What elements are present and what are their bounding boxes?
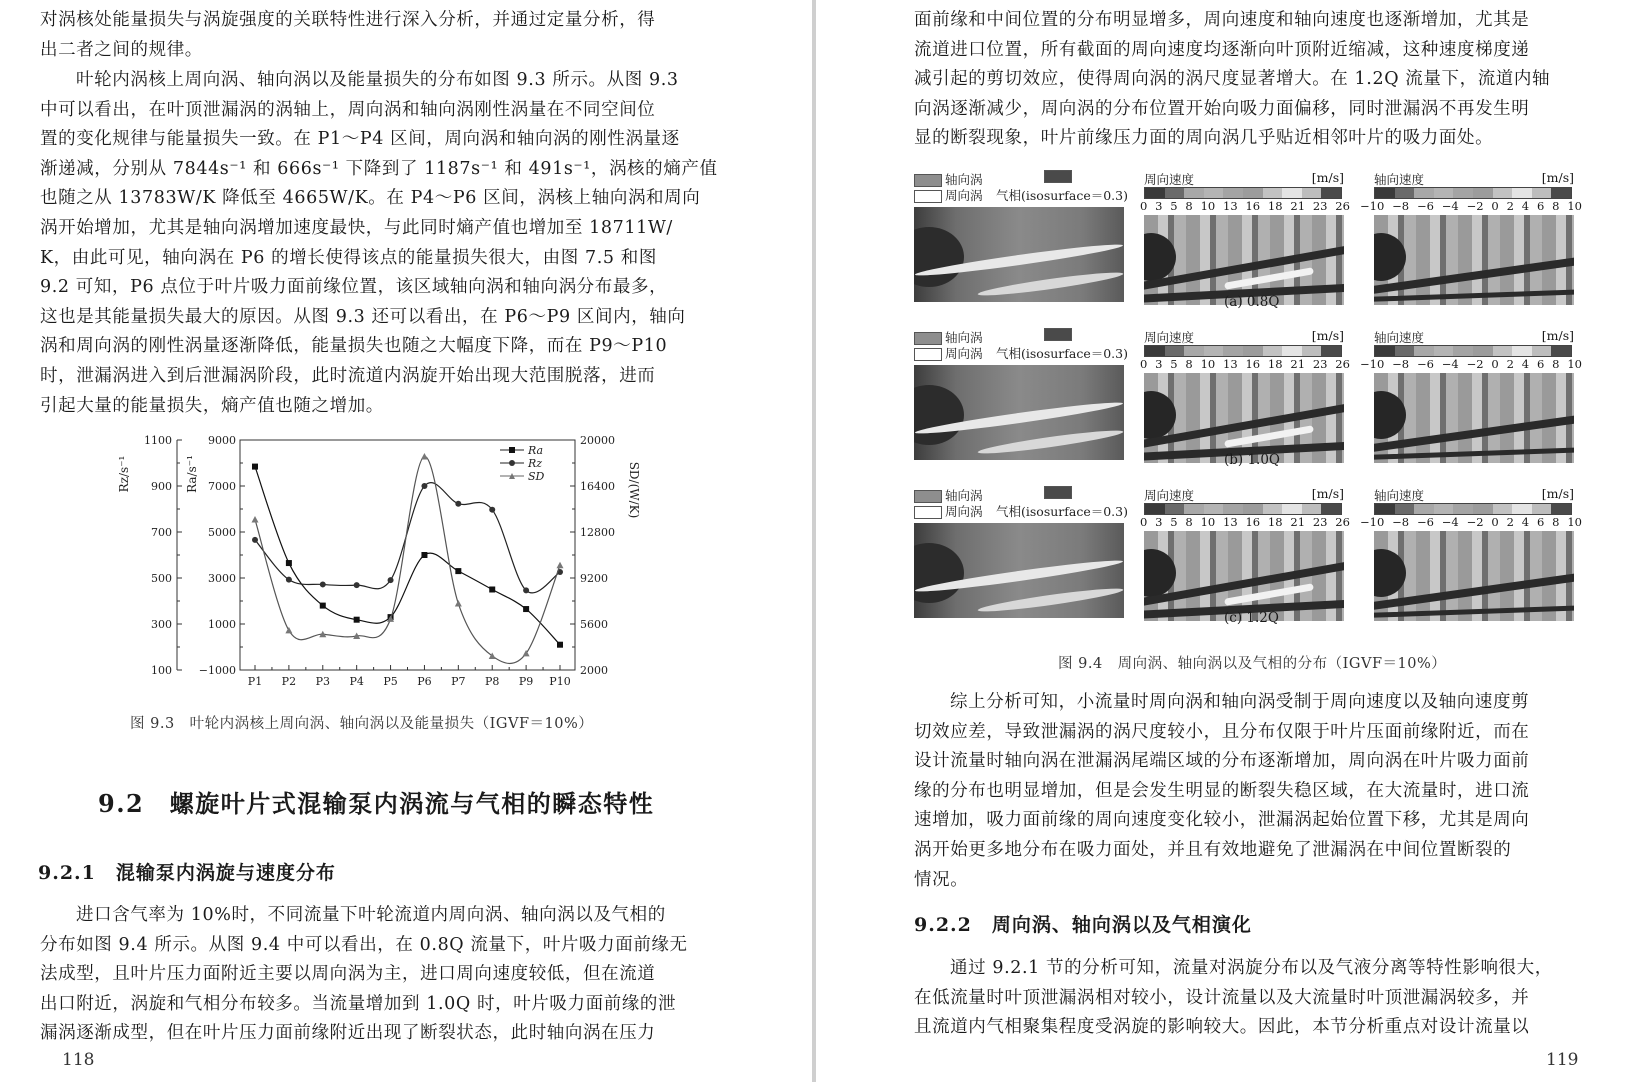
left-paragraph-3 bbox=[40, 901, 730, 1049]
colorbar-tick: −8 bbox=[1392, 199, 1410, 213]
figure-9-4-row bbox=[914, 170, 1614, 320]
section-9-2-2-heading: 9.2.2 周向涡、轴向涡以及气相演化 bbox=[914, 914, 1252, 936]
x-axis-ticks bbox=[248, 665, 571, 688]
section-9-2-1-heading: 9.2.1 混输泵内涡旋与速度分布 bbox=[38, 862, 336, 884]
y-axis-rz-ticks bbox=[144, 434, 182, 677]
svg-text:900: 900 bbox=[151, 480, 172, 493]
text-line: 法成型，且叶片压力面附近主要以周向涡为主，进口周向速度较低，但在流道 bbox=[40, 964, 656, 985]
colorbar bbox=[1144, 503, 1342, 515]
colorbar-tick: −8 bbox=[1392, 357, 1410, 371]
legend-label: 气相(isosurface＝0.3) bbox=[996, 504, 1128, 519]
svg-text:P6: P6 bbox=[417, 675, 432, 688]
subfigure-label: (a) 0.8Q bbox=[1224, 294, 1280, 310]
text-line: 显的断裂现象，叶片前缘压力面的周向涡几乎贴近相邻叶片的吸力面处。 bbox=[914, 128, 1494, 149]
colorbar-tick: 0 bbox=[1491, 199, 1499, 213]
vortex-isosurface-image bbox=[914, 365, 1124, 460]
colorbar-tick: 0 bbox=[1140, 515, 1148, 529]
colorbar-ticks bbox=[1140, 199, 1350, 213]
colorbar-tick: 21 bbox=[1290, 515, 1306, 529]
text-line: 设计流量时轴向涡在泄漏涡尾端区域的分布逐渐增加，周向涡在叶片吸力面前 bbox=[914, 751, 1530, 772]
colorbar-tick: −2 bbox=[1466, 515, 1484, 529]
svg-text:9200: 9200 bbox=[580, 572, 608, 585]
colorbar-title: 周向速度 bbox=[1144, 172, 1195, 187]
colorbar-tick: 13 bbox=[1223, 515, 1238, 529]
colorbar-tick: 10 bbox=[1200, 357, 1216, 371]
legend-label: 周向涡 bbox=[945, 188, 983, 203]
figure-9-4-caption: 图 9.4 周向涡、轴向涡以及气相的分布（IGVF＝10%） bbox=[1058, 656, 1447, 672]
colorbar-tick: −10 bbox=[1360, 199, 1385, 213]
text-line: 切效应差，导致泄漏涡的涡尺度较小，且分布仅限于叶片压面前缘附近，而在 bbox=[914, 721, 1530, 742]
axial-velocity-panel bbox=[1360, 170, 1582, 310]
colorbar-tick: 8 bbox=[1185, 515, 1193, 529]
colorbar-title: 周向速度 bbox=[1144, 330, 1195, 345]
colorbar-tick: 3 bbox=[1155, 357, 1163, 371]
text-line: 时，泄漏涡进入到后泄漏涡阶段，此时流道内涡旋开始出现大范围脱落，进而 bbox=[40, 365, 656, 386]
text-line: K，由此可见，轴向涡在 P6 的增长使得该点的能量损失很大，由图 7.5 和图 bbox=[40, 247, 657, 268]
colorbar-tick: 10 bbox=[1567, 357, 1582, 371]
colorbar-tick: 23 bbox=[1312, 515, 1328, 529]
colorbar-tick: 8 bbox=[1552, 357, 1560, 371]
left-page bbox=[0, 0, 812, 1082]
svg-text:100: 100 bbox=[151, 664, 172, 677]
colorbar-tick: 26 bbox=[1335, 357, 1350, 371]
colorbar-tick: 18 bbox=[1267, 515, 1283, 529]
svg-text:P1: P1 bbox=[247, 675, 263, 688]
colorbar-tick: −4 bbox=[1441, 199, 1459, 213]
chart-legend bbox=[500, 444, 545, 483]
colorbar-tick: 10 bbox=[1567, 515, 1582, 529]
figure-9-4-row bbox=[914, 486, 1614, 636]
text-line: 9.2 可知，P6 点位于叶片吸力面前缘位置，该区域轴向涡和轴向涡分布最多， bbox=[40, 277, 668, 298]
colorbar bbox=[1144, 345, 1342, 357]
svg-text:20000: 20000 bbox=[580, 434, 615, 447]
colorbar-unit: [m/s] bbox=[1541, 486, 1574, 501]
text-line: 情况。 bbox=[914, 869, 969, 890]
svg-text:2000: 2000 bbox=[580, 664, 608, 677]
colorbar-tick: −6 bbox=[1416, 357, 1434, 371]
colorbar-tick: 23 bbox=[1312, 357, 1328, 371]
colorbar-tick: 16 bbox=[1245, 199, 1261, 213]
colorbar-title: 轴向速度 bbox=[1374, 488, 1425, 503]
gas-phase-swatch bbox=[1044, 328, 1072, 341]
legend-label: 轴向涡 bbox=[945, 172, 983, 187]
colorbar-tick: −6 bbox=[1416, 199, 1434, 213]
text-line: 渐递减，分别从 7844s⁻¹ 和 666s⁻¹ 下降到了 1187s⁻¹ 和 491s⁻¹，涡核的熵产值 bbox=[40, 158, 718, 179]
text-line: 在低流量时叶顶泄漏涡相对较小，设计流量以及大流量时叶顶泄漏涡较多，并 bbox=[914, 987, 1530, 1008]
colorbar-tick: 5 bbox=[1170, 357, 1178, 371]
colorbar-tick: 3 bbox=[1155, 199, 1163, 213]
gas-phase-swatch bbox=[1044, 170, 1072, 183]
vortex-isosurface-image bbox=[914, 523, 1124, 618]
subfigure-label: (b) 1.0Q bbox=[1224, 452, 1281, 468]
text-line: 置的变化规律与能量损失一致。在 P1～P4 区间，周向涡和轴向涡的刚性涡量逐 bbox=[40, 129, 680, 150]
text-line: 引起大量的能量损失，熵产值也随之增加。 bbox=[40, 395, 384, 416]
right-page bbox=[818, 0, 1629, 1082]
colorbar-tick: 0 bbox=[1140, 357, 1148, 371]
text-line: 面前缘和中间位置的分布明显增多，周向速度和轴向速度也逐渐增加，尤其是 bbox=[914, 10, 1530, 30]
y-axis-label-sd: SD/(W/K) bbox=[627, 461, 641, 519]
circumferential-velocity-contour-image bbox=[1144, 215, 1344, 305]
text-line: 通过 9.2.1 节的分析可知，流量对涡旋分布以及气液分离等特性影响很大， bbox=[950, 958, 1553, 978]
colorbar-ticks bbox=[1140, 357, 1350, 371]
colorbar-unit: [m/s] bbox=[1541, 170, 1574, 185]
colorbar-tick: 4 bbox=[1521, 515, 1530, 529]
legend-label: 轴向涡 bbox=[945, 330, 983, 345]
figure-9-3-line-chart bbox=[110, 430, 670, 700]
colorbar-tick: 13 bbox=[1223, 357, 1238, 371]
svg-text:12800: 12800 bbox=[580, 526, 615, 539]
colorbar-tick: 6 bbox=[1536, 357, 1545, 371]
text-line: 速增加，吸力面前缘的周向速度变化较小，泄漏涡起始位置下移，尤其是周向 bbox=[914, 810, 1530, 831]
colorbar-tick: 21 bbox=[1290, 357, 1306, 371]
text-line: 叶轮内涡核上周向涡、轴向涡以及能量损失的分布如图 9.3 所示。从图 9.3 bbox=[76, 70, 679, 90]
colorbar-tick: −4 bbox=[1441, 357, 1459, 371]
colorbar-tick: 26 bbox=[1335, 515, 1350, 529]
page-gutter-divider bbox=[812, 0, 816, 1082]
legend-label: 气相(isosurface＝0.3) bbox=[996, 188, 1128, 203]
text-line: 流道进口位置，所有截面的周向速度均逐渐向叶顶附近缩减，这种速度梯度递 bbox=[914, 39, 1530, 60]
colorbar-ticks bbox=[1360, 199, 1582, 213]
legend-rz: Rz bbox=[528, 457, 543, 470]
colorbar-tick: 0 bbox=[1140, 199, 1148, 213]
circumferential-vortex-swatch bbox=[914, 190, 942, 203]
circumferential-velocity-contour-image bbox=[1144, 373, 1344, 463]
colorbar-tick: 2 bbox=[1506, 199, 1514, 213]
text-line: 出口附近，涡旋和气相分布较多。当流量增加到 1.0Q 时，叶片吸力面前缘的泄 bbox=[40, 993, 677, 1014]
legend-sd: SD bbox=[528, 470, 545, 483]
svg-text:P7: P7 bbox=[451, 675, 466, 688]
page-number-right: 119 bbox=[1546, 1050, 1579, 1070]
colorbar-tick: 18 bbox=[1267, 199, 1283, 213]
colorbar-ticks bbox=[1140, 515, 1350, 529]
colorbar-tick: 2 bbox=[1506, 515, 1514, 529]
circumferential-velocity-panel bbox=[1140, 328, 1350, 468]
svg-text:5000: 5000 bbox=[208, 526, 236, 539]
text-line: 也随之从 13783W/K 降低至 4665W/K。在 P4～P6 区间，涡核上轴向涡和周向 bbox=[40, 188, 701, 209]
axial-velocity-panel bbox=[1360, 328, 1582, 468]
colorbar-tick: −10 bbox=[1360, 357, 1385, 371]
colorbar-tick: 16 bbox=[1245, 357, 1261, 371]
text-line: 进口含气率为 10%时，不同流量下叶轮流道内周向涡、轴向涡以及气相的 bbox=[76, 905, 666, 925]
text-line: 涡和周向涡的刚性涡量逐渐降低，能量损失也随之大幅度下降，而在 P9～P10 bbox=[40, 336, 668, 357]
colorbar-tick: 26 bbox=[1335, 199, 1350, 213]
text-line: 减引起的剪切效应，使得周向涡的涡尺度显著增大。在 1.2Q 流量下，流道内轴 bbox=[914, 69, 1551, 90]
colorbar-tick: 18 bbox=[1267, 357, 1283, 371]
colorbar-tick: −2 bbox=[1466, 357, 1484, 371]
svg-text:P4: P4 bbox=[349, 675, 364, 688]
text-line: 涡开始更多地分布在吸力面处，并且有效地避免了泄漏涡在中间位置断裂的 bbox=[914, 839, 1512, 860]
circumferential-velocity-contour-image bbox=[1144, 531, 1344, 621]
svg-text:1100: 1100 bbox=[144, 434, 172, 447]
axial-velocity-contour-image bbox=[1374, 531, 1574, 621]
legend-ra: Ra bbox=[528, 444, 544, 457]
circumferential-velocity-panel bbox=[1140, 486, 1350, 626]
colorbar-tick: 2 bbox=[1506, 357, 1514, 371]
right-paragraph-1 bbox=[914, 6, 1614, 154]
colorbar-title: 轴向速度 bbox=[1374, 172, 1425, 187]
legend-label: 轴向涡 bbox=[945, 488, 983, 503]
colorbar-tick: 10 bbox=[1200, 515, 1216, 529]
colorbar-tick: 23 bbox=[1312, 199, 1328, 213]
svg-text:−1000: −1000 bbox=[198, 664, 236, 677]
text-line: 中可以看出，在叶顶泄漏涡的涡轴上，周向涡和轴向涡刚性涡量在不同空间位 bbox=[40, 99, 656, 120]
y-axis-sd-ticks bbox=[570, 434, 615, 677]
right-paragraph-2 bbox=[914, 688, 1614, 895]
text-line: 且流道内气相聚集程度受涡旋的影响较大。因此，本节分析重点对设计流量以 bbox=[914, 1017, 1530, 1038]
colorbar-unit: [m/s] bbox=[1311, 486, 1344, 501]
y-axis-label-rz: Rz/s⁻¹ bbox=[117, 455, 131, 493]
colorbar-tick: 8 bbox=[1552, 199, 1560, 213]
colorbar-tick: 5 bbox=[1170, 199, 1178, 213]
colorbar-tick: 13 bbox=[1223, 199, 1238, 213]
colorbar-tick: 8 bbox=[1552, 515, 1560, 529]
circumferential-vortex-swatch bbox=[914, 506, 942, 519]
colorbar-tick: 16 bbox=[1245, 515, 1261, 529]
figure-9-3-caption: 图 9.3 叶轮内涡核上周向涡、轴向涡以及能量损失（IGVF＝10%） bbox=[130, 716, 594, 732]
colorbar-ticks bbox=[1360, 357, 1582, 371]
colorbar-tick: 4 bbox=[1521, 357, 1530, 371]
colorbar-tick: 3 bbox=[1155, 515, 1163, 529]
svg-text:7000: 7000 bbox=[208, 480, 236, 493]
colorbar-unit: [m/s] bbox=[1311, 328, 1344, 343]
colorbar-tick: 6 bbox=[1536, 199, 1545, 213]
svg-text:16400: 16400 bbox=[580, 480, 615, 493]
colorbar-unit: [m/s] bbox=[1541, 328, 1574, 343]
y-axis-ra-ticks bbox=[199, 434, 245, 677]
svg-text:P2: P2 bbox=[281, 675, 297, 688]
left-paragraph-2 bbox=[40, 66, 730, 421]
svg-text:P9: P9 bbox=[518, 675, 534, 688]
colorbar-tick: 4 bbox=[1521, 199, 1530, 213]
colorbar-tick: −2 bbox=[1466, 199, 1484, 213]
colorbar bbox=[1374, 187, 1572, 199]
left-paragraph-1 bbox=[40, 6, 730, 65]
colorbar-tick: 8 bbox=[1185, 357, 1193, 371]
text-line: 缘的分布也明显增加，但是会发生明显的断裂失稳区域，在大流量时，进口流 bbox=[914, 780, 1530, 801]
vortex-isosurface-image bbox=[914, 207, 1124, 302]
text-line: 对涡核处能量损失与涡旋强度的关联特性进行深入分析，并通过定量分析，得 bbox=[40, 10, 656, 30]
chart-series bbox=[252, 453, 564, 663]
legend-label: 周向涡 bbox=[945, 504, 983, 519]
text-line: 涡开始增加，尤其是轴向涡增加速度最快，与此同时熵产值也增加至 18711W/ bbox=[40, 217, 673, 238]
svg-text:300: 300 bbox=[151, 618, 172, 631]
colorbar-tick: 6 bbox=[1536, 515, 1545, 529]
axial-velocity-panel bbox=[1360, 486, 1582, 626]
svg-text:P8: P8 bbox=[485, 675, 500, 688]
plot-area bbox=[240, 440, 575, 670]
text-line: 分布如图 9.4 所示。从图 9.4 中可以看出，在 0.8Q 流量下，叶片吸力面前缘无 bbox=[40, 934, 688, 955]
axial-velocity-contour-image bbox=[1374, 373, 1574, 463]
text-line: 出二者之间的规律。 bbox=[40, 39, 203, 60]
colorbar-tick: −4 bbox=[1441, 515, 1459, 529]
circumferential-vortex-swatch bbox=[914, 348, 942, 361]
colorbar-tick: 21 bbox=[1290, 199, 1306, 213]
text-line: 这也是其能量损失最大的原因。从图 9.3 还可以看出，在 P6～P9 区间内，轴向 bbox=[40, 306, 686, 327]
legend-label: 气相(isosurface＝0.3) bbox=[996, 346, 1128, 361]
text-line: 向涡逐渐减少，周向涡的分布位置开始向吸力面偏移，同时泄漏涡不再发生明 bbox=[914, 98, 1530, 119]
svg-text:P10: P10 bbox=[549, 675, 571, 688]
subfigure-label: (c) 1.2Q bbox=[1224, 610, 1279, 626]
colorbar-tick: 0 bbox=[1491, 357, 1499, 371]
svg-text:1000: 1000 bbox=[208, 618, 236, 631]
colorbar-title: 轴向速度 bbox=[1374, 330, 1425, 345]
colorbar-tick: 10 bbox=[1567, 199, 1582, 213]
svg-text:5600: 5600 bbox=[580, 618, 608, 631]
gas-phase-swatch bbox=[1044, 486, 1072, 499]
colorbar bbox=[1374, 345, 1572, 357]
text-line: 漏涡逐渐成型，但在叶片压力面前缘附近出现了断裂状态，此时轴向涡在压力 bbox=[40, 1023, 656, 1044]
right-paragraph-3 bbox=[914, 954, 1614, 1043]
colorbar-tick: −8 bbox=[1392, 515, 1410, 529]
y-axis-label-ra: Ra/s⁻¹ bbox=[185, 455, 199, 493]
svg-text:P3: P3 bbox=[315, 675, 330, 688]
colorbar-tick: 5 bbox=[1170, 515, 1178, 529]
svg-text:500: 500 bbox=[151, 572, 172, 585]
colorbar bbox=[1374, 503, 1572, 515]
colorbar-ticks bbox=[1360, 515, 1582, 529]
legend-label: 周向涡 bbox=[945, 346, 983, 361]
colorbar-tick: 8 bbox=[1185, 199, 1193, 213]
colorbar-tick: 0 bbox=[1491, 515, 1499, 529]
circumferential-velocity-panel bbox=[1140, 170, 1350, 310]
colorbar-tick: 10 bbox=[1200, 199, 1216, 213]
svg-text:9000: 9000 bbox=[208, 434, 236, 447]
colorbar-title: 周向速度 bbox=[1144, 488, 1195, 503]
page-number-left: 118 bbox=[62, 1050, 95, 1070]
section-9-2-heading: 9.2 螺旋叶片式混输泵内涡流与气相的瞬态特性 bbox=[98, 789, 655, 818]
svg-text:700: 700 bbox=[151, 526, 172, 539]
colorbar-tick: −10 bbox=[1360, 515, 1385, 529]
svg-text:3000: 3000 bbox=[208, 572, 236, 585]
figure-9-4-row bbox=[914, 328, 1614, 478]
svg-text:P5: P5 bbox=[383, 675, 398, 688]
colorbar-unit: [m/s] bbox=[1311, 170, 1344, 185]
text-line: 综上分析可知，小流量时周向涡和轴向涡受制于周向速度以及轴向速度剪 bbox=[950, 692, 1530, 712]
colorbar bbox=[1144, 187, 1342, 199]
colorbar-tick: −6 bbox=[1416, 515, 1434, 529]
axial-velocity-contour-image bbox=[1374, 215, 1574, 305]
